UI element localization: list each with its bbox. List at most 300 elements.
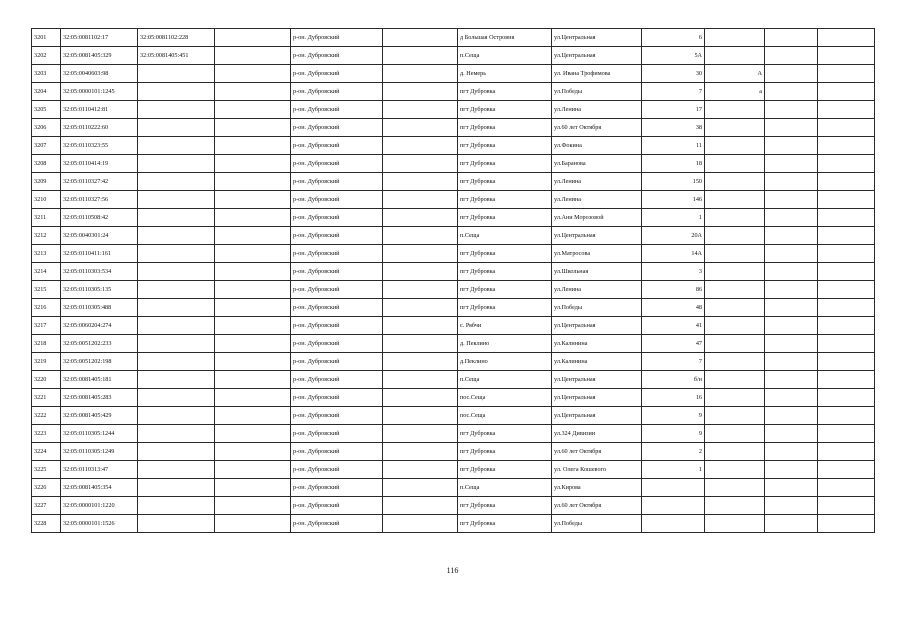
cell-empty [383, 173, 458, 191]
cell-street: ул.60 лет Октября [552, 119, 642, 137]
cell-empty [215, 191, 291, 209]
cell-empty [765, 407, 818, 425]
table-row [32, 425, 875, 443]
cell-empty [818, 425, 875, 443]
cell-settlement: пгт Дубровка [458, 443, 552, 461]
cell-house-number: 6 [642, 29, 705, 47]
cell-cadastral-number: 32:05:0051202:198 [61, 353, 138, 371]
cell-cadastral-number-2: 32:05:0081102:228 [138, 29, 215, 47]
cell-street: ул.Центральная [552, 389, 642, 407]
cell-house-letter [705, 407, 765, 425]
table-row [32, 443, 875, 461]
cell-house-letter [705, 47, 765, 65]
cell-empty [818, 371, 875, 389]
cell-settlement: пгт Дубровка [458, 155, 552, 173]
cell-empty [765, 47, 818, 65]
cell-street: ул.Ленина [552, 281, 642, 299]
cell-empty [818, 155, 875, 173]
cell-house-letter [705, 479, 765, 497]
cell-cadastral-number: 32:05:0081405:283 [61, 389, 138, 407]
cell-house-letter [705, 515, 765, 533]
cell-cadastral-number: 32:05:0081405:181 [61, 371, 138, 389]
cell-empty [383, 497, 458, 515]
cell-region: р-он. Дубровский [291, 29, 383, 47]
table-row [32, 29, 875, 47]
cell-cadastral-number-2 [138, 335, 215, 353]
cell-settlement: пгт Дубровка [458, 137, 552, 155]
cell-settlement: пгт Дубровка [458, 101, 552, 119]
cell-cadastral-number-2 [138, 173, 215, 191]
table-row [32, 101, 875, 119]
cell-house-letter [705, 155, 765, 173]
table-row [32, 155, 875, 173]
cell-house-letter [705, 101, 765, 119]
cell-settlement: пгт Дубровка [458, 263, 552, 281]
cell-cadastral-number: 32:05:0110305:1249 [61, 443, 138, 461]
cell-settlement: пгт Дубровка [458, 515, 552, 533]
cell-cadastral-number: 32:05:0081102:17 [61, 29, 138, 47]
cell-empty [818, 101, 875, 119]
cell-street: ул.Победы [552, 515, 642, 533]
cell-empty [818, 227, 875, 245]
cell-empty [818, 407, 875, 425]
cell-empty [765, 371, 818, 389]
cell-number: 3217 [32, 317, 61, 335]
cell-empty [765, 353, 818, 371]
cell-empty [383, 461, 458, 479]
cell-house-number: 1 [642, 209, 705, 227]
table-row [32, 515, 875, 533]
cell-street: ул.Победы [552, 83, 642, 101]
cell-cadastral-number: 32:05:0081405:329 [61, 47, 138, 65]
cell-empty [215, 209, 291, 227]
cell-empty [765, 443, 818, 461]
cell-house-letter [705, 335, 765, 353]
cell-settlement: п.Сеща [458, 47, 552, 65]
cell-house-number: 7 [642, 353, 705, 371]
cell-empty [818, 335, 875, 353]
cell-cadastral-number: 32:05:0040603:98 [61, 65, 138, 83]
cell-empty [215, 137, 291, 155]
cell-house-letter [705, 389, 765, 407]
cell-number: 3225 [32, 461, 61, 479]
cell-empty [818, 479, 875, 497]
cell-house-number: б/н [642, 371, 705, 389]
cell-house-letter [705, 371, 765, 389]
cell-house-letter [705, 29, 765, 47]
cell-empty [215, 119, 291, 137]
cell-number: 3202 [32, 47, 61, 65]
cell-empty [215, 479, 291, 497]
table-row [32, 353, 875, 371]
cell-settlement: пгт Дубровка [458, 191, 552, 209]
cell-house-number: 9 [642, 425, 705, 443]
cell-cadastral-number: 32:05:0000101:1245 [61, 83, 138, 101]
cell-region: р-он. Дубровский [291, 245, 383, 263]
cell-house-letter [705, 209, 765, 227]
cell-empty [818, 173, 875, 191]
cell-number: 3224 [32, 443, 61, 461]
cell-number: 3216 [32, 299, 61, 317]
cell-house-number [642, 515, 705, 533]
cell-empty [215, 371, 291, 389]
cell-empty [383, 245, 458, 263]
cell-empty [818, 209, 875, 227]
cell-empty [383, 29, 458, 47]
cell-empty [765, 479, 818, 497]
cell-empty [383, 299, 458, 317]
cell-street: ул.Центральная [552, 29, 642, 47]
cell-number: 3223 [32, 425, 61, 443]
cell-cadastral-number: 32:05:0110323:55 [61, 137, 138, 155]
cell-number: 3218 [32, 335, 61, 353]
cell-empty [818, 461, 875, 479]
table-row [32, 263, 875, 281]
cell-empty [215, 299, 291, 317]
cell-house-number: 38 [642, 119, 705, 137]
cell-cadastral-number: 32:05:0040301:24 [61, 227, 138, 245]
cell-number: 3206 [32, 119, 61, 137]
cell-cadastral-number: 32:05:0110411:161 [61, 245, 138, 263]
cell-street: ул.Центральная [552, 227, 642, 245]
cell-empty [765, 245, 818, 263]
cell-settlement: пос.Сеща [458, 389, 552, 407]
cell-street: ул.Победы [552, 299, 642, 317]
table-row [32, 299, 875, 317]
cell-empty [765, 119, 818, 137]
cell-number: 3212 [32, 227, 61, 245]
cell-house-letter [705, 119, 765, 137]
cell-settlement: пгт Дубровка [458, 461, 552, 479]
cell-house-number: 9 [642, 407, 705, 425]
cell-region: р-он. Дубровский [291, 389, 383, 407]
cell-region: р-он. Дубровский [291, 227, 383, 245]
table-row [32, 371, 875, 389]
cell-cadastral-number-2 [138, 389, 215, 407]
table-row [32, 497, 875, 515]
cell-cadastral-number-2 [138, 101, 215, 119]
cell-region: р-он. Дубровский [291, 515, 383, 533]
cell-street: ул.60 лет Октября [552, 497, 642, 515]
cell-street: ул.Центральная [552, 407, 642, 425]
cell-house-letter [705, 245, 765, 263]
cell-house-number: 11 [642, 137, 705, 155]
cell-region: р-он. Дубровский [291, 191, 383, 209]
cell-number: 3219 [32, 353, 61, 371]
cell-region: р-он. Дубровский [291, 407, 383, 425]
cell-empty [383, 155, 458, 173]
cell-region: р-он. Дубровский [291, 173, 383, 191]
cell-empty [818, 47, 875, 65]
cell-empty [383, 263, 458, 281]
cell-empty [215, 29, 291, 47]
page-number: 116 [446, 566, 459, 575]
cell-region: р-он. Дубровский [291, 209, 383, 227]
cell-empty [765, 515, 818, 533]
table-row [32, 137, 875, 155]
cell-cadastral-number-2 [138, 443, 215, 461]
cell-empty [818, 353, 875, 371]
cell-empty [215, 425, 291, 443]
cell-empty [215, 497, 291, 515]
cell-house-letter [705, 425, 765, 443]
cell-empty [215, 353, 291, 371]
cell-street: ул.Центральная [552, 317, 642, 335]
cell-empty [383, 281, 458, 299]
cell-region: р-он. Дубровский [291, 281, 383, 299]
cell-street: ул. Ивана Трофимова [552, 65, 642, 83]
cell-empty [765, 263, 818, 281]
cell-empty [765, 299, 818, 317]
cell-empty [765, 101, 818, 119]
cell-region: р-он. Дубровский [291, 65, 383, 83]
cell-number: 3215 [32, 281, 61, 299]
cell-street: ул.Фокина [552, 137, 642, 155]
cell-number: 3203 [32, 65, 61, 83]
cell-number: 3227 [32, 497, 61, 515]
cell-empty [215, 101, 291, 119]
cell-number: 3220 [32, 371, 61, 389]
cell-house-number: 16 [642, 389, 705, 407]
cell-settlement: пгт Дубровка [458, 281, 552, 299]
cell-cadastral-number-2 [138, 317, 215, 335]
cell-empty [215, 407, 291, 425]
cell-settlement: пгт Дубровка [458, 119, 552, 137]
cell-number: 3209 [32, 173, 61, 191]
cell-region: р-он. Дубровский [291, 371, 383, 389]
cell-settlement: пгт Дубровка [458, 497, 552, 515]
table-row [32, 407, 875, 425]
cell-number: 3208 [32, 155, 61, 173]
cell-number: 3204 [32, 83, 61, 101]
cell-street: ул.Ани Морозовой [552, 209, 642, 227]
cell-house-number [642, 479, 705, 497]
cell-region: р-он. Дубровский [291, 353, 383, 371]
cell-empty [383, 317, 458, 335]
cell-empty [383, 119, 458, 137]
cell-cadastral-number: 32:05:0110305:135 [61, 281, 138, 299]
cell-street: ул.Баранова [552, 155, 642, 173]
cell-empty [383, 83, 458, 101]
cell-settlement: пгт Дубровка [458, 83, 552, 101]
cell-cadastral-number-2 [138, 281, 215, 299]
cell-house-number: 86 [642, 281, 705, 299]
cell-house-letter: А [705, 65, 765, 83]
cell-empty [215, 281, 291, 299]
cell-empty [383, 227, 458, 245]
cell-empty [818, 317, 875, 335]
cell-cadastral-number-2 [138, 515, 215, 533]
cell-region: р-он. Дубровский [291, 479, 383, 497]
cell-empty [383, 371, 458, 389]
cell-empty [818, 245, 875, 263]
cell-empty [383, 335, 458, 353]
cell-house-number: 30 [642, 65, 705, 83]
cell-house-number: 150 [642, 173, 705, 191]
cell-street: ул.60 лет Октября [552, 443, 642, 461]
cell-empty [215, 173, 291, 191]
cell-house-number: 2 [642, 443, 705, 461]
cell-house-letter [705, 353, 765, 371]
cell-number: 3205 [32, 101, 61, 119]
cell-cadastral-number: 32:05:0110303:534 [61, 263, 138, 281]
cell-cadastral-number-2: 32:05:0081405:451 [138, 47, 215, 65]
cell-cadastral-number-2 [138, 353, 215, 371]
cell-region: р-он. Дубровский [291, 137, 383, 155]
cell-settlement: д Большая Островня [458, 29, 552, 47]
cell-cadastral-number-2 [138, 119, 215, 137]
cell-cadastral-number: 32:05:0110327:42 [61, 173, 138, 191]
cell-cadastral-number-2 [138, 65, 215, 83]
table-row [32, 317, 875, 335]
cell-house-number: 14А [642, 245, 705, 263]
cell-empty [818, 29, 875, 47]
cell-house-letter [705, 173, 765, 191]
cell-house-number: 7 [642, 83, 705, 101]
cell-street: ул.Центральная [552, 371, 642, 389]
table-row [32, 47, 875, 65]
cell-house-number: 3 [642, 263, 705, 281]
cell-empty [765, 137, 818, 155]
cell-settlement: пгт Дубровка [458, 299, 552, 317]
cell-cadastral-number: 32:05:0110414:19 [61, 155, 138, 173]
cell-region: р-он. Дубровский [291, 119, 383, 137]
cell-house-number: 1 [642, 461, 705, 479]
cell-settlement: с. Рябчи [458, 317, 552, 335]
cell-cadastral-number-2 [138, 497, 215, 515]
cell-number: 3214 [32, 263, 61, 281]
cell-empty [818, 263, 875, 281]
cell-cadastral-number-2 [138, 425, 215, 443]
cell-empty [818, 191, 875, 209]
table-row [32, 281, 875, 299]
cell-empty [818, 443, 875, 461]
cell-house-number: 18 [642, 155, 705, 173]
cell-empty [215, 245, 291, 263]
cell-empty [215, 83, 291, 101]
cell-empty [765, 83, 818, 101]
cell-empty [765, 425, 818, 443]
cell-cadastral-number-2 [138, 479, 215, 497]
table-row [32, 245, 875, 263]
cell-cadastral-number: 32:05:0110327:56 [61, 191, 138, 209]
cell-region: р-он. Дубровский [291, 83, 383, 101]
cell-house-letter [705, 281, 765, 299]
cell-cadastral-number: 32:05:0110222:60 [61, 119, 138, 137]
cell-settlement: пгт Дубровка [458, 425, 552, 443]
cell-empty [765, 209, 818, 227]
cell-house-letter [705, 137, 765, 155]
cell-cadastral-number-2 [138, 83, 215, 101]
cell-house-letter [705, 191, 765, 209]
cell-street: ул.Школьная [552, 263, 642, 281]
cell-region: р-он. Дубровский [291, 299, 383, 317]
table-row [32, 65, 875, 83]
cell-street: ул.Ленина [552, 191, 642, 209]
cell-cadastral-number-2 [138, 137, 215, 155]
cell-cadastral-number: 32:05:0110313:47 [61, 461, 138, 479]
table-row [32, 227, 875, 245]
cell-region: р-он. Дубровский [291, 155, 383, 173]
cell-empty [383, 389, 458, 407]
cell-empty [215, 47, 291, 65]
cell-region: р-он. Дубровский [291, 443, 383, 461]
cell-empty [383, 443, 458, 461]
cell-street: ул.Ленина [552, 173, 642, 191]
cell-house-letter [705, 317, 765, 335]
cell-house-number [642, 497, 705, 515]
cell-settlement: пгт Дубровка [458, 209, 552, 227]
cell-settlement: пгт Дубровка [458, 173, 552, 191]
cell-cadastral-number-2 [138, 155, 215, 173]
cell-empty [383, 209, 458, 227]
cell-street: ул.Кирова [552, 479, 642, 497]
cell-number: 3226 [32, 479, 61, 497]
cell-empty [215, 65, 291, 83]
cell-empty [818, 119, 875, 137]
cell-empty [383, 425, 458, 443]
cell-empty [383, 353, 458, 371]
cell-empty [215, 461, 291, 479]
cell-house-number: 146 [642, 191, 705, 209]
cell-house-number: 5А [642, 47, 705, 65]
cell-empty [383, 137, 458, 155]
cell-street: ул. Олега Кошевого [552, 461, 642, 479]
cell-region: р-он. Дубровский [291, 263, 383, 281]
table-row [32, 83, 875, 101]
table-row [32, 119, 875, 137]
cell-cadastral-number-2 [138, 371, 215, 389]
cell-house-number: 17 [642, 101, 705, 119]
cell-cadastral-number: 32:05:0000101:1526 [61, 515, 138, 533]
cell-empty [818, 137, 875, 155]
cell-cadastral-number-2 [138, 227, 215, 245]
cell-cadastral-number-2 [138, 263, 215, 281]
cell-house-letter [705, 443, 765, 461]
cell-cadastral-number-2 [138, 461, 215, 479]
cell-street: ул.Ленина [552, 101, 642, 119]
cell-empty [765, 191, 818, 209]
table-row [32, 209, 875, 227]
cell-empty [818, 65, 875, 83]
cell-region: р-он. Дубровский [291, 317, 383, 335]
cell-empty [765, 461, 818, 479]
cell-cadastral-number: 32:05:0060204:274 [61, 317, 138, 335]
cell-cadastral-number: 32:05:0110412:81 [61, 101, 138, 119]
cell-street: ул.Калинина [552, 335, 642, 353]
cell-empty [765, 173, 818, 191]
cell-region: р-он. Дубровский [291, 335, 383, 353]
cell-empty [765, 281, 818, 299]
cell-number: 3213 [32, 245, 61, 263]
cell-number: 3221 [32, 389, 61, 407]
cell-settlement: пос.Сеща [458, 407, 552, 425]
cell-cadastral-number: 32:05:0110305:488 [61, 299, 138, 317]
cell-cadastral-number: 32:05:0110305:1244 [61, 425, 138, 443]
cell-house-number: 41 [642, 317, 705, 335]
registry-table [31, 28, 875, 533]
table-row [32, 479, 875, 497]
cell-number: 3201 [32, 29, 61, 47]
cell-region: р-он. Дубровский [291, 497, 383, 515]
cell-empty [765, 335, 818, 353]
cell-house-number: 20А [642, 227, 705, 245]
cell-empty [383, 407, 458, 425]
cell-settlement: п.Сеща [458, 371, 552, 389]
cell-empty [383, 515, 458, 533]
cell-street: ул.324 Дивизии [552, 425, 642, 443]
cell-settlement: д.Пеклино [458, 353, 552, 371]
